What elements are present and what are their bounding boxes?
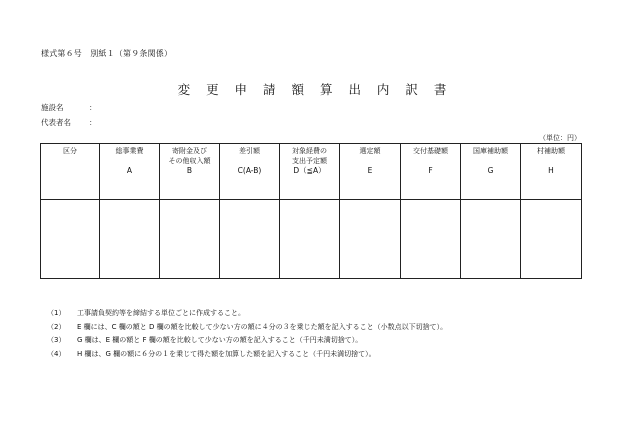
table-cell-b [160,200,220,279]
column-header-category: 区分 [41,144,100,200]
notes-list [47,307,447,361]
note-item: （2） E 欄には、C 欄の額と D 欄の額を比較して少ない方の額に４分の３を乗じた額を記入すること（小数点以下切捨て）。 [47,322,448,331]
column-header-d: 対象経費の 支出予定額 D（≦A） [280,144,340,200]
table-cell-h [521,200,582,279]
table-cell-e [340,200,401,279]
breakdown-table [40,143,582,279]
table-cell-a [100,200,160,279]
note-item: （3） G 欄は、E 欄の額と F 欄の額を比較して少ない方の額を記入すること（千円未満切捨て）。 [47,336,363,345]
column-header-g: 国庫補助額 G [461,144,521,200]
table-cell-g [461,200,521,279]
form-number: 様式第６号 別紙１（第９条関係） [41,49,173,58]
table-cell-f [401,200,461,279]
representative-name-field [41,117,97,128]
note-item: （1） 工事請負契約等を締結する単位ごとに作成すること。 [47,309,245,317]
table-cell-d [280,200,340,279]
column-header-a: 総事業費 A [100,144,160,200]
unit-label: （単位：円） [539,134,581,142]
facility-name-field [41,102,97,113]
document-title: 変 更 申 請 額 算 出 内 訳 書 [177,82,453,97]
facility-name-colon: ： [89,103,97,112]
column-header-b: 寄附金及び その他収入額 B [160,144,220,200]
column-header-c: 差引額 C(A-B) [220,144,280,200]
table-row [41,200,582,279]
facility-name-label: 施設名 [41,103,64,112]
column-header-h: 村補助額 H [521,144,582,200]
note-item: （4） H 欄は、G 欄の額に６分の１を乗じて得た額を加算した額を記入すること（千円未満切捨て）。 [47,349,376,358]
representative-name-label: 代表者名 [41,118,71,127]
column-header-f: 交付基礎額 F [401,144,461,200]
table-header-row [41,144,582,200]
representative-name-colon: ： [89,118,97,127]
table-cell-c [220,200,280,279]
table-cell-category [41,200,100,279]
column-header-e: 選定額 E [340,144,401,200]
